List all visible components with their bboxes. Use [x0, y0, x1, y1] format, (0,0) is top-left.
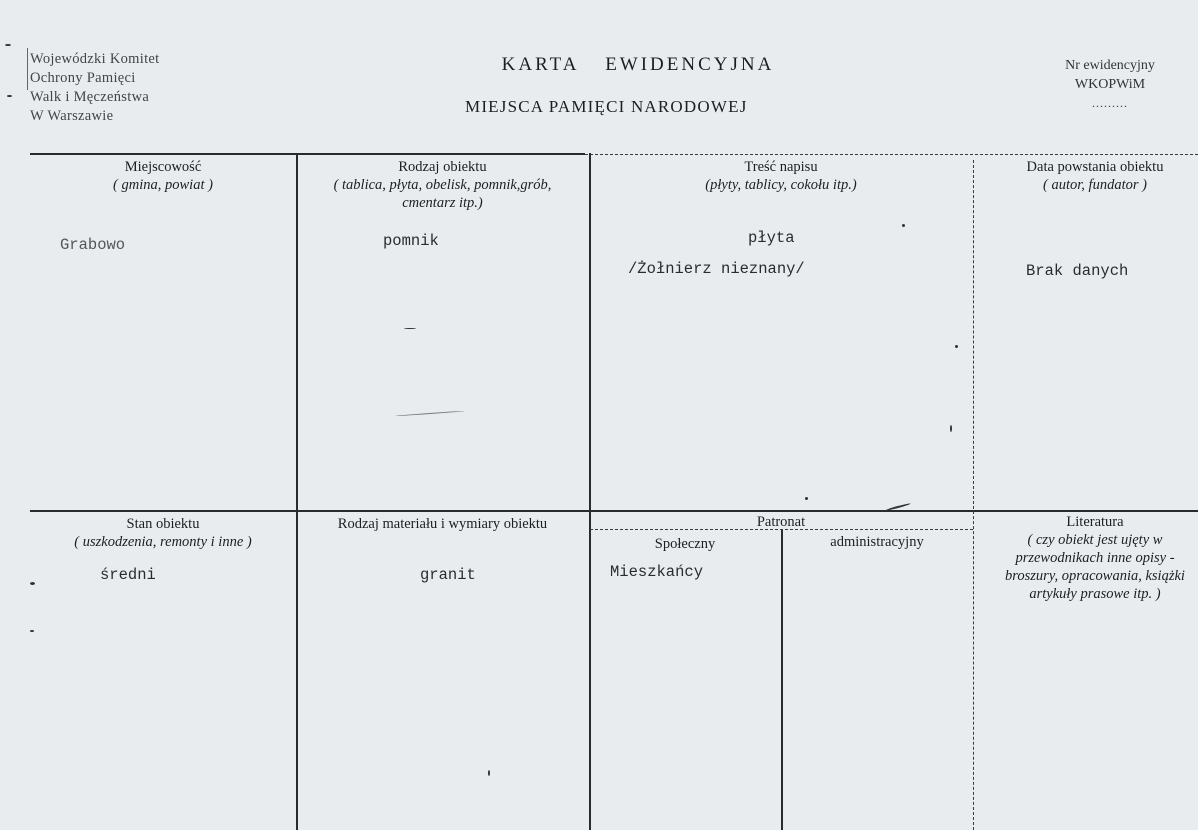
cell-header-material: [296, 515, 589, 533]
value-patronat-spoleczny: Mieszkańcy: [610, 563, 704, 581]
cell-header-patronat: [589, 513, 973, 531]
registry-number-block: [1030, 56, 1190, 113]
header-subtitle: broszury, opracowania, książki: [1005, 568, 1185, 584]
column-divider: [296, 153, 298, 830]
column-divider: [589, 153, 591, 830]
scan-speck: [805, 497, 808, 500]
table-top-border: [30, 153, 585, 155]
column-divider-dashed: [973, 160, 974, 830]
value-stan-obiektu: średni: [100, 566, 156, 584]
value-miejscowosc: Grabowo: [60, 236, 126, 254]
cell-header-rodzaj-obiektu: [296, 158, 589, 212]
header-title: Rodzaj materiału i wymiary obiektu: [337, 516, 548, 532]
cell-header-tresc-napisu: [589, 158, 973, 194]
value-tresc-napisu-text: /Żołnierz nieznany/: [628, 260, 805, 278]
document-title: [0, 54, 1198, 76]
header-title: Treść napisu: [744, 159, 818, 175]
header-title: Rodzaj obiektu: [398, 159, 487, 175]
header-subtitle: ( tablica, płyta, obelisk, pomnik,grób,: [333, 177, 552, 193]
header-title: Stan obiektu: [126, 516, 200, 532]
header-subtitle: ( autor, fundator ): [1043, 177, 1147, 193]
header-subtitle: (płyty, tablicy, cokołu itp.): [705, 177, 857, 193]
header-title: Literatura: [1066, 514, 1124, 530]
table-top-border-dashed: [585, 154, 1198, 155]
document-subtitle: MIEJSCA PAMIĘCI NARODOWEJ: [465, 97, 748, 116]
scan-speck: [488, 770, 490, 776]
registry-number-label: Nr ewidencyjny: [1065, 58, 1155, 73]
value-tresc-napisu: płyta: [748, 229, 795, 247]
patronat-column-divider: [781, 530, 783, 830]
header-subtitle: cmentarz itp.): [402, 195, 483, 211]
organization-line: W Warszawie: [30, 108, 114, 124]
scan-speck: [7, 95, 12, 97]
scan-speck: [902, 224, 905, 227]
value-material: granit: [420, 566, 476, 584]
subheader-spoleczny: Społeczny: [654, 536, 716, 552]
header-subtitle: przewodnikach inne opisy -: [1015, 550, 1175, 566]
scan-speck: [395, 411, 465, 417]
title-word-ewidencyjna: EWIDENCYJNA: [605, 54, 775, 75]
organization-line: Ochrony Pamięci: [30, 70, 136, 86]
organization-line: Walk i Męczeństwa: [30, 89, 150, 105]
scan-speck: [404, 328, 416, 329]
header-subtitle: ( gmina, powiat ): [113, 177, 213, 193]
registry-number-dots: .........: [1092, 96, 1128, 110]
scan-speck: [955, 345, 958, 348]
value-rodzaj-obiektu: pomnik: [383, 232, 439, 250]
cell-header-stan-obiektu: [30, 515, 296, 551]
cell-header-literatura: [975, 513, 1198, 603]
subheader-administracyjny: administracyjny: [830, 534, 924, 550]
header-title: Patronat: [756, 514, 806, 530]
header-title: Miejscowość: [124, 159, 202, 175]
cell-header-miejscowosc: [30, 158, 296, 194]
scan-speck: [30, 582, 35, 585]
organization-line: Wojewódzki Komitet: [30, 51, 160, 67]
cell-header-data-powstania: [975, 158, 1198, 194]
value-data-powstania: Brak danych: [1026, 262, 1129, 280]
header-subtitle: artykuły prasowe itp. ): [1029, 586, 1161, 602]
row-divider: [30, 510, 1198, 512]
scan-speck: [950, 425, 952, 432]
registry-number-org: WKOPWiM: [1074, 77, 1146, 92]
scan-speck: [30, 630, 34, 632]
header-subtitle: ( uszkodzenia, remonty i inne ): [74, 534, 252, 550]
title-word-karta: KARTA: [501, 54, 580, 75]
header-subtitle: ( czy obiekt jest ujęty w: [1027, 532, 1163, 548]
scan-speck: [5, 44, 11, 46]
header-title: Data powstania obiektu: [1026, 159, 1164, 175]
